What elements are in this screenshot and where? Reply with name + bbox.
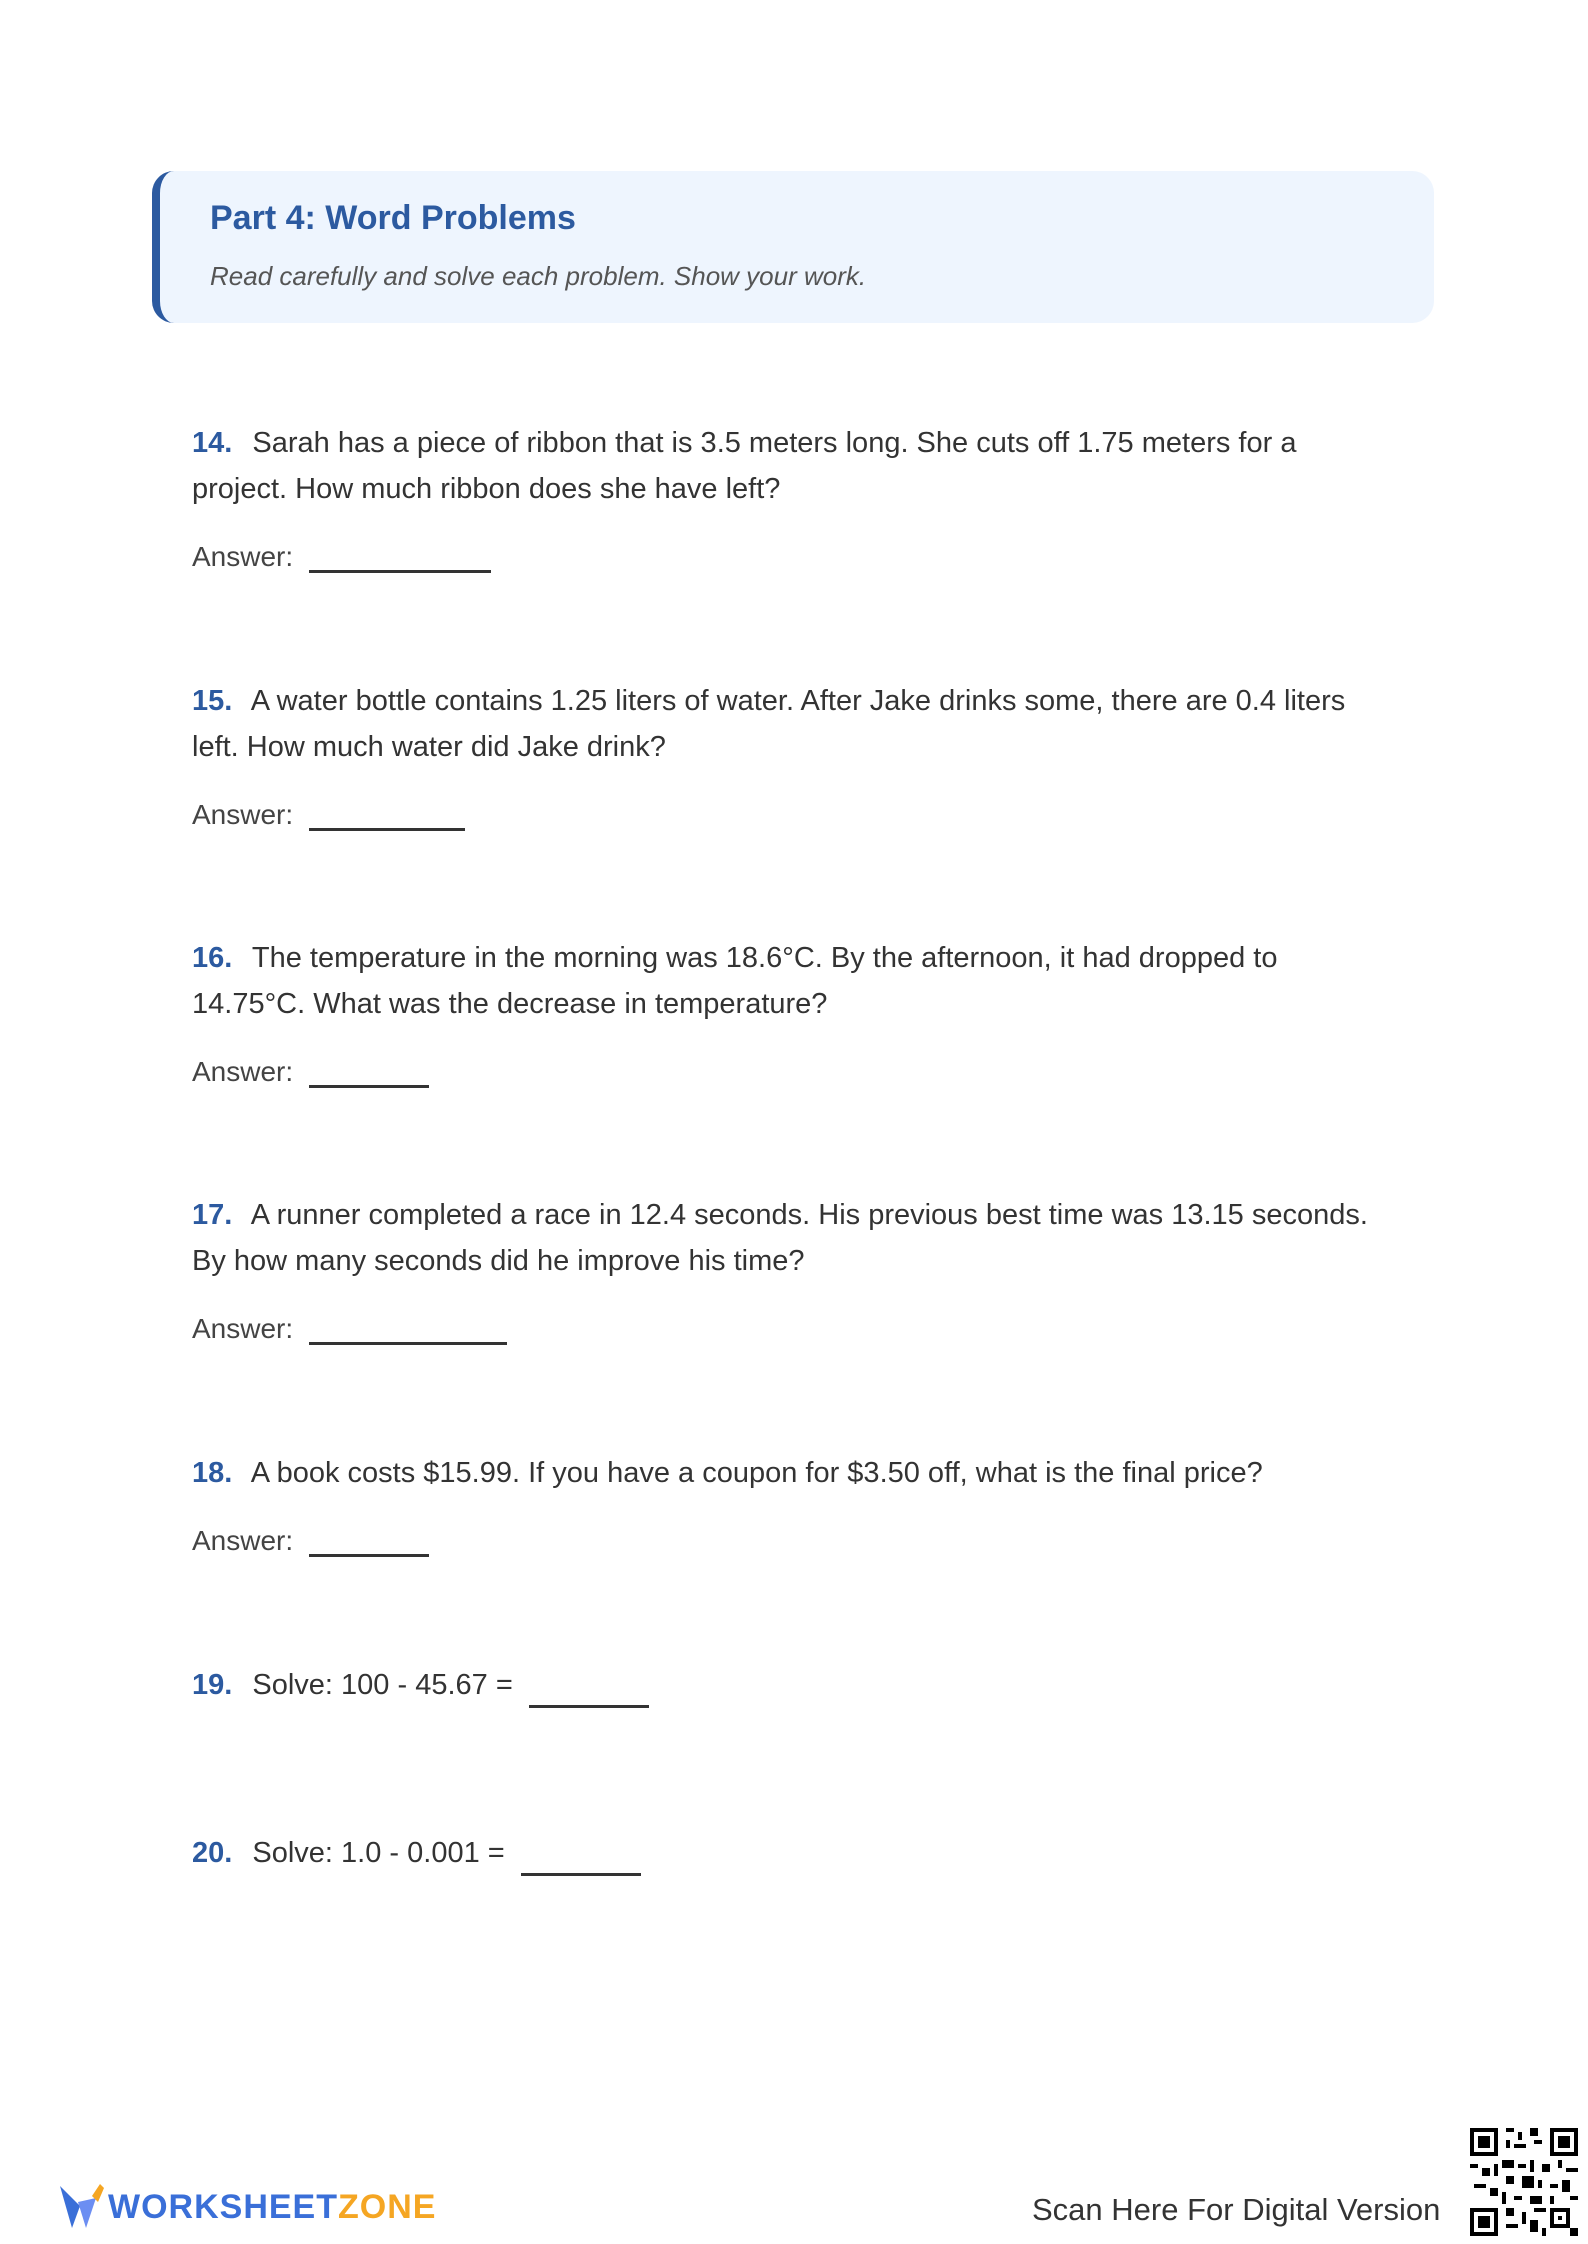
section-header xyxy=(152,171,1434,323)
answer-label: Answer: xyxy=(192,799,294,830)
answer-blank-19[interactable] xyxy=(529,1671,649,1708)
answer-label: Answer: xyxy=(192,541,294,572)
problem-17 xyxy=(192,1192,1372,1284)
problem-text: Solve: 100 - 45.67 = xyxy=(252,1669,513,1701)
brand-word-1: WORKSHEET xyxy=(108,2188,338,2226)
problem-14 xyxy=(192,420,1372,512)
problem-number: 16. xyxy=(192,942,233,974)
answer-row-18 xyxy=(192,1520,429,1564)
answer-row-15 xyxy=(192,794,465,838)
problem-text: A water bottle contains 1.25 liters of water. After Jake drinks some, there are 0.4 liters left. How much water did Jake drink? xyxy=(192,685,1346,763)
problem-20 xyxy=(192,1830,1372,1876)
problem-text: Sarah has a piece of ribbon that is 3.5 meters long. She cuts off 1.75 meters for a project. How much ribbon does she have left? xyxy=(192,427,1297,505)
worksheetzone-logo-icon xyxy=(56,2176,106,2236)
problem-19 xyxy=(192,1662,1372,1708)
answer-blank-15[interactable] xyxy=(309,794,465,831)
brand-word-2: ZONE xyxy=(338,2188,437,2226)
scan-caption: Scan Here For Digital Version xyxy=(1032,2192,1441,2227)
problem-number: 20. xyxy=(192,1837,233,1869)
answer-blank-20[interactable] xyxy=(521,1839,641,1876)
problem-number: 15. xyxy=(192,685,233,717)
answer-row-14 xyxy=(192,536,491,580)
answer-label: Answer: xyxy=(192,1313,294,1344)
problem-15 xyxy=(192,678,1372,770)
problem-18 xyxy=(192,1450,1372,1496)
answer-label: Answer: xyxy=(192,1525,294,1556)
section-instructions: Read carefully and solve each problem. Show your work. xyxy=(210,261,867,291)
problem-16 xyxy=(192,935,1372,1027)
answer-row-17 xyxy=(192,1308,507,1352)
answer-blank-14[interactable] xyxy=(309,536,491,573)
problem-text: A book costs $15.99. If you have a coupon for $3.50 off, what is the final price? xyxy=(250,1457,1263,1489)
answer-row-16 xyxy=(192,1051,429,1095)
answer-blank-17[interactable] xyxy=(309,1308,507,1345)
problem-text: Solve: 1.0 - 0.001 = xyxy=(252,1837,505,1869)
problem-number: 19. xyxy=(192,1669,233,1701)
answer-blank-18[interactable] xyxy=(309,1520,429,1557)
problem-number: 18. xyxy=(192,1457,233,1489)
problem-text: The temperature in the morning was 18.6°C. By the afternoon, it had dropped to 14.75°C. What was the decrease in temperature? xyxy=(192,942,1278,1020)
qr-code-icon[interactable] xyxy=(1470,2128,1578,2236)
problem-number: 14. xyxy=(192,427,233,459)
problem-number: 17. xyxy=(192,1199,233,1231)
problem-text: A runner completed a race in 12.4 seconds. His previous best time was 13.15 seconds. By how many seconds did he improve his time? xyxy=(192,1199,1368,1277)
answer-blank-16[interactable] xyxy=(309,1051,429,1088)
brand-wordmark xyxy=(108,2188,436,2227)
answer-label: Answer: xyxy=(192,1056,294,1087)
section-title: Part 4: Word Problems xyxy=(210,199,576,237)
